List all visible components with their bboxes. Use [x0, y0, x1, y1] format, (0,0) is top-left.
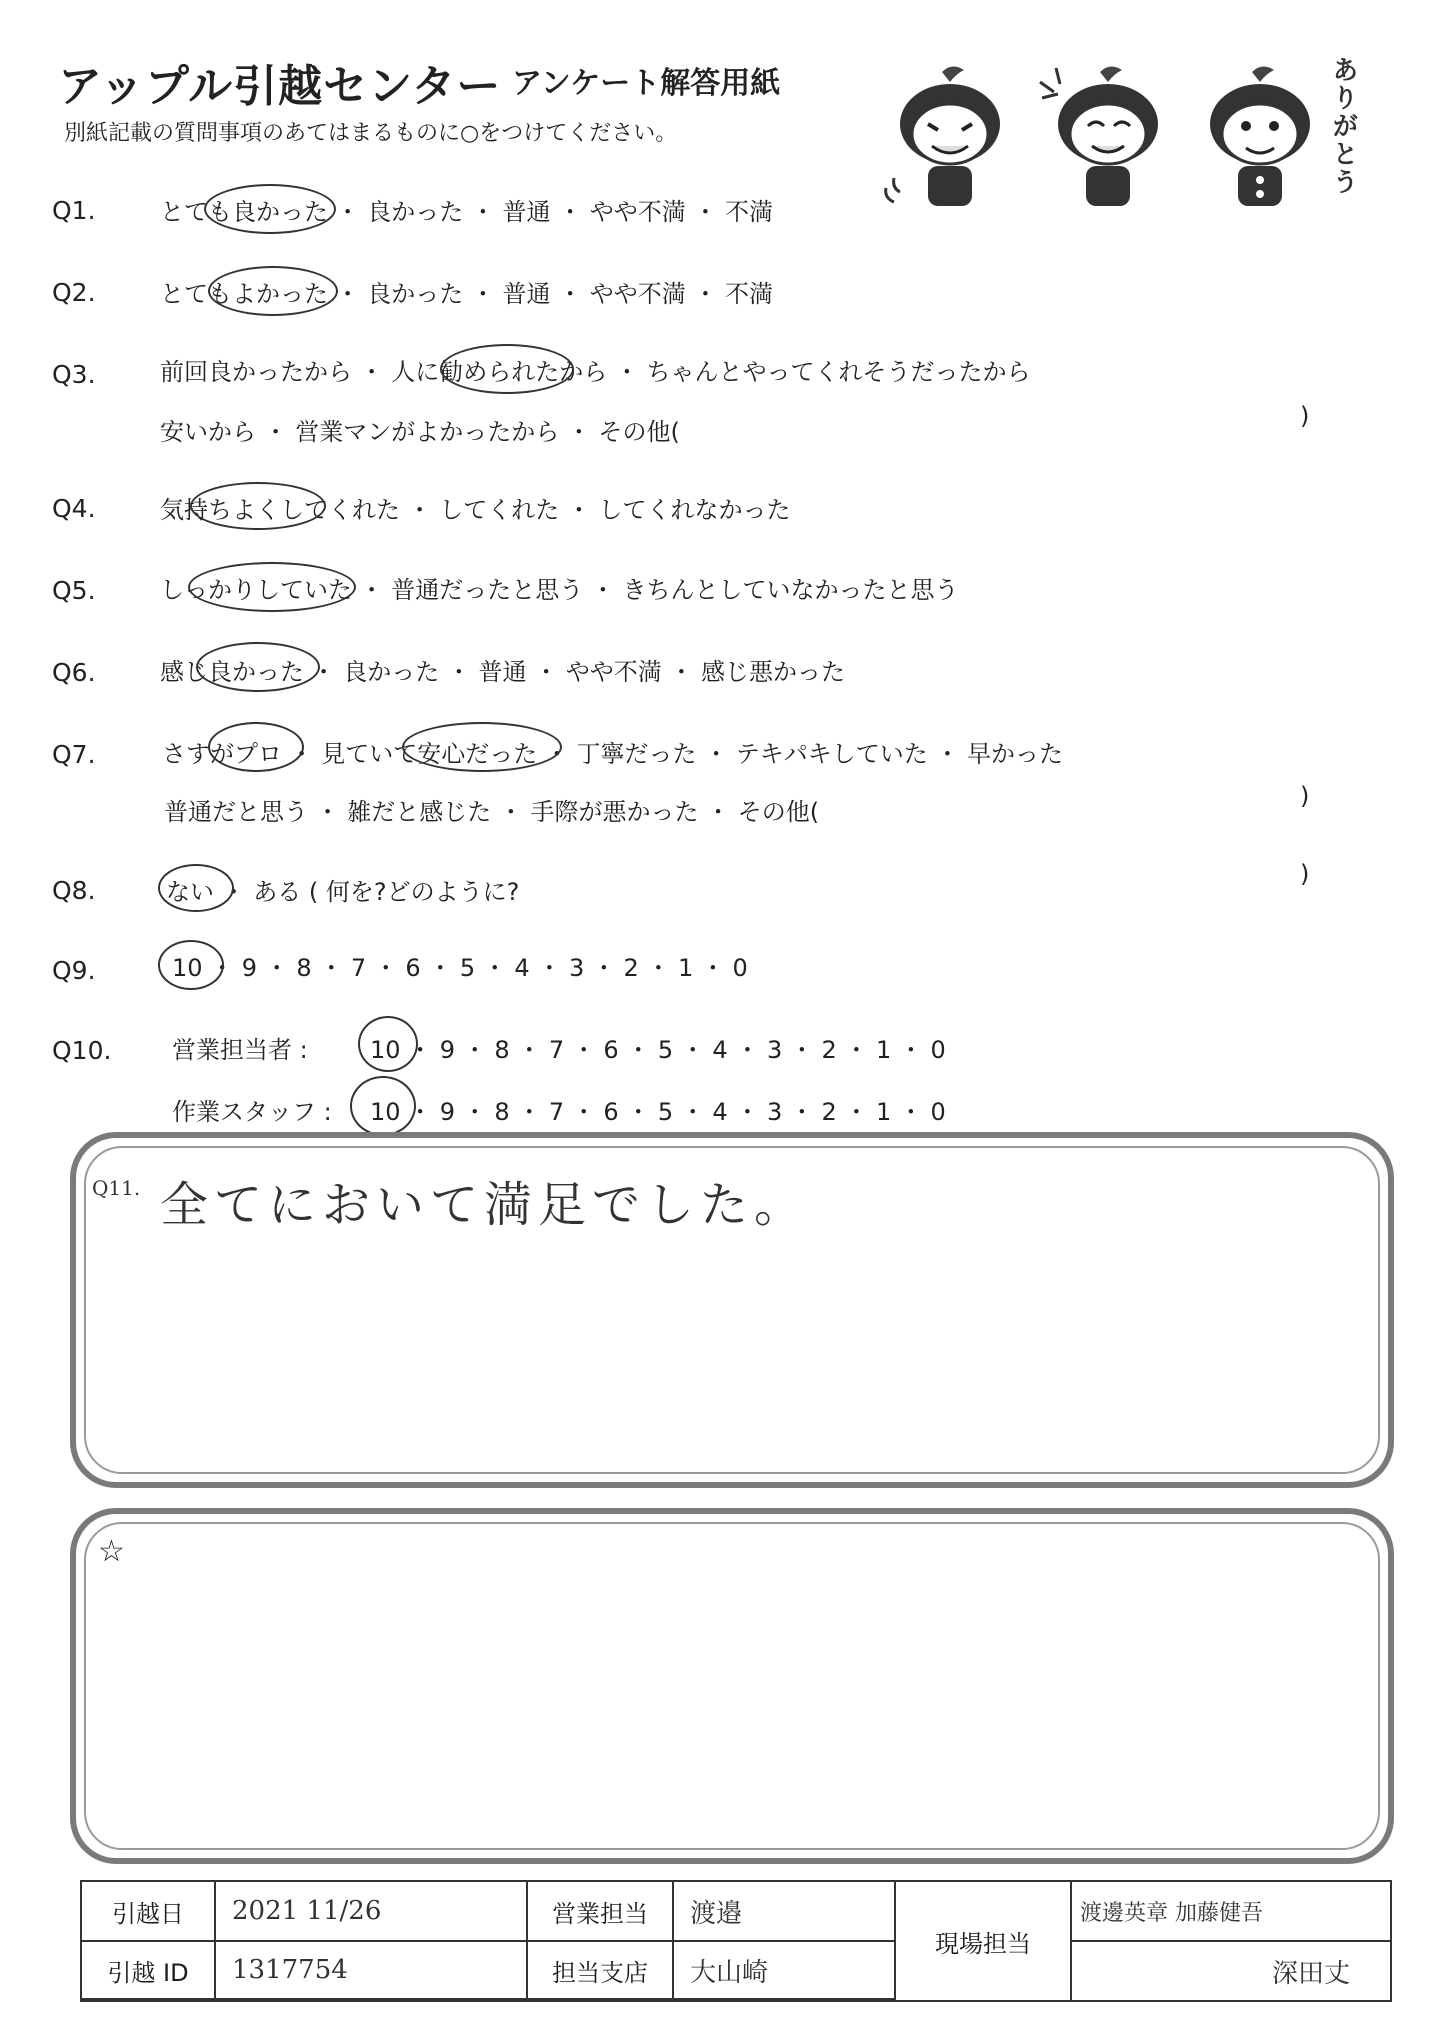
star-comment-box — [70, 1508, 1394, 1864]
answer-circle — [158, 864, 234, 912]
answer-circle — [358, 1016, 418, 1072]
close-paren: ) — [1300, 860, 1310, 888]
branch-value: 大山崎 — [674, 1942, 896, 2000]
question-number: Q5. — [52, 576, 96, 605]
q10-staff-label: 作業スタッフ : — [172, 1098, 332, 1126]
move-id-label: 引越 ID — [82, 1942, 216, 2000]
answer-circle — [158, 940, 224, 990]
q10-sales-scale: 10 ・ 9 ・ 8 ・ 7 ・ 6 ・ 5 ・ 4 ・ 3 ・ 2 ・ 1 ・ 0 — [370, 1036, 946, 1064]
thanks-text: ありがとう — [1328, 56, 1358, 196]
close-paren: ) — [1300, 402, 1310, 430]
question-number: Q1. — [52, 196, 96, 225]
answer-circle — [204, 184, 336, 234]
site-label: 現場担当 — [896, 1882, 1072, 2000]
move-info-table — [80, 1880, 1392, 2002]
site-value-2: 深田丈 — [1271, 1958, 1350, 1989]
instruction-text: 別紙記載の質問事項のあてはまるものに○をつけてください。 — [64, 121, 678, 146]
q11-label: Q11. — [92, 1176, 141, 1200]
sales-label: 営業担当 — [528, 1882, 674, 1942]
answer-circle — [402, 722, 562, 772]
answer-circle — [208, 722, 304, 772]
q6-options: 感じ良かった ・ 良かった ・ 普通 ・ やや不満 ・ 感じ悪かった — [160, 658, 846, 686]
q10-staff-scale: 10 ・ 9 ・ 8 ・ 7 ・ 6 ・ 5 ・ 4 ・ 3 ・ 2 ・ 1 ・ 0 — [370, 1098, 946, 1126]
branch-label: 担当支店 — [528, 1942, 674, 2000]
q3-options-line1: 前回良かったから ・ 人に勧められたから ・ ちゃんとやってくれそうだったから — [160, 358, 1031, 386]
question-number: Q6. — [52, 658, 96, 687]
answer-circle — [196, 642, 320, 692]
mascot-icon — [1038, 62, 1178, 212]
answer-circle — [208, 266, 338, 316]
answer-circle — [190, 482, 326, 530]
close-paren: ) — [1300, 782, 1310, 810]
sales-value: 渡邉 — [674, 1882, 896, 1942]
move-id-value: 1317754 — [216, 1942, 528, 2000]
q4-options: 気持ちよくしてくれた ・ してくれた ・ してくれなかった — [160, 496, 791, 524]
answer-circle — [350, 1076, 416, 1136]
q5-options: しっかりしていた ・ 普通だったと思う ・ きちんとしていなかったと思う — [160, 576, 959, 604]
q8-options: ない ・ ある ( 何を?どのように? — [166, 878, 520, 906]
q10-sales-label: 営業担当者 : — [172, 1036, 308, 1064]
q1-options: とても良かった ・ 良かった ・ 普通 ・ やや不満 ・ 不満 — [160, 198, 774, 226]
form-title: アンケート解答用紙 — [512, 66, 781, 101]
question-number: Q4. — [52, 494, 96, 523]
site-value-1: 渡邊英章 加藤健吾 — [1072, 1882, 1390, 1942]
move-date-label: 引越日 — [82, 1882, 216, 1942]
question-number: Q7. — [52, 740, 96, 769]
star-icon: ☆ — [98, 1534, 125, 1569]
q2-options: とてもよかった ・ 良かった ・ 普通 ・ やや不満 ・ 不満 — [160, 280, 774, 308]
q3-options-line2: 安いから ・ 営業マンがよかったから ・ その他( — [160, 418, 680, 446]
answer-circle — [440, 344, 574, 394]
mascot-icon — [1190, 62, 1330, 212]
q7-options-line1: さすがプロ ・ 見ていて安心だった ・ 丁寧だった ・ テキパキしていた ・ 早かった — [162, 740, 1064, 768]
q9-scale: 10 ・ 9 ・ 8 ・ 7 ・ 6 ・ 5 ・ 4 ・ 3 ・ 2 ・ 1 ・ 0 — [172, 954, 748, 982]
mascot-icon — [880, 62, 1020, 212]
question-number: Q8. — [52, 876, 96, 905]
move-date-value: 2021 11/26 — [216, 1882, 528, 1942]
question-number: Q10. — [52, 1036, 112, 1065]
q7-options-line2: 普通だと思う ・ 雑だと感じた ・ 手際が悪かった ・ その他( — [164, 798, 820, 826]
q11-handwritten-comment: 全てにおいて満足でした。 — [160, 1177, 809, 1233]
answer-circle — [188, 562, 356, 612]
brand-title: アップル引越センター — [58, 61, 502, 112]
question-number: Q9. — [52, 956, 96, 985]
question-number: Q2. — [52, 278, 96, 307]
question-number: Q3. — [52, 360, 96, 389]
